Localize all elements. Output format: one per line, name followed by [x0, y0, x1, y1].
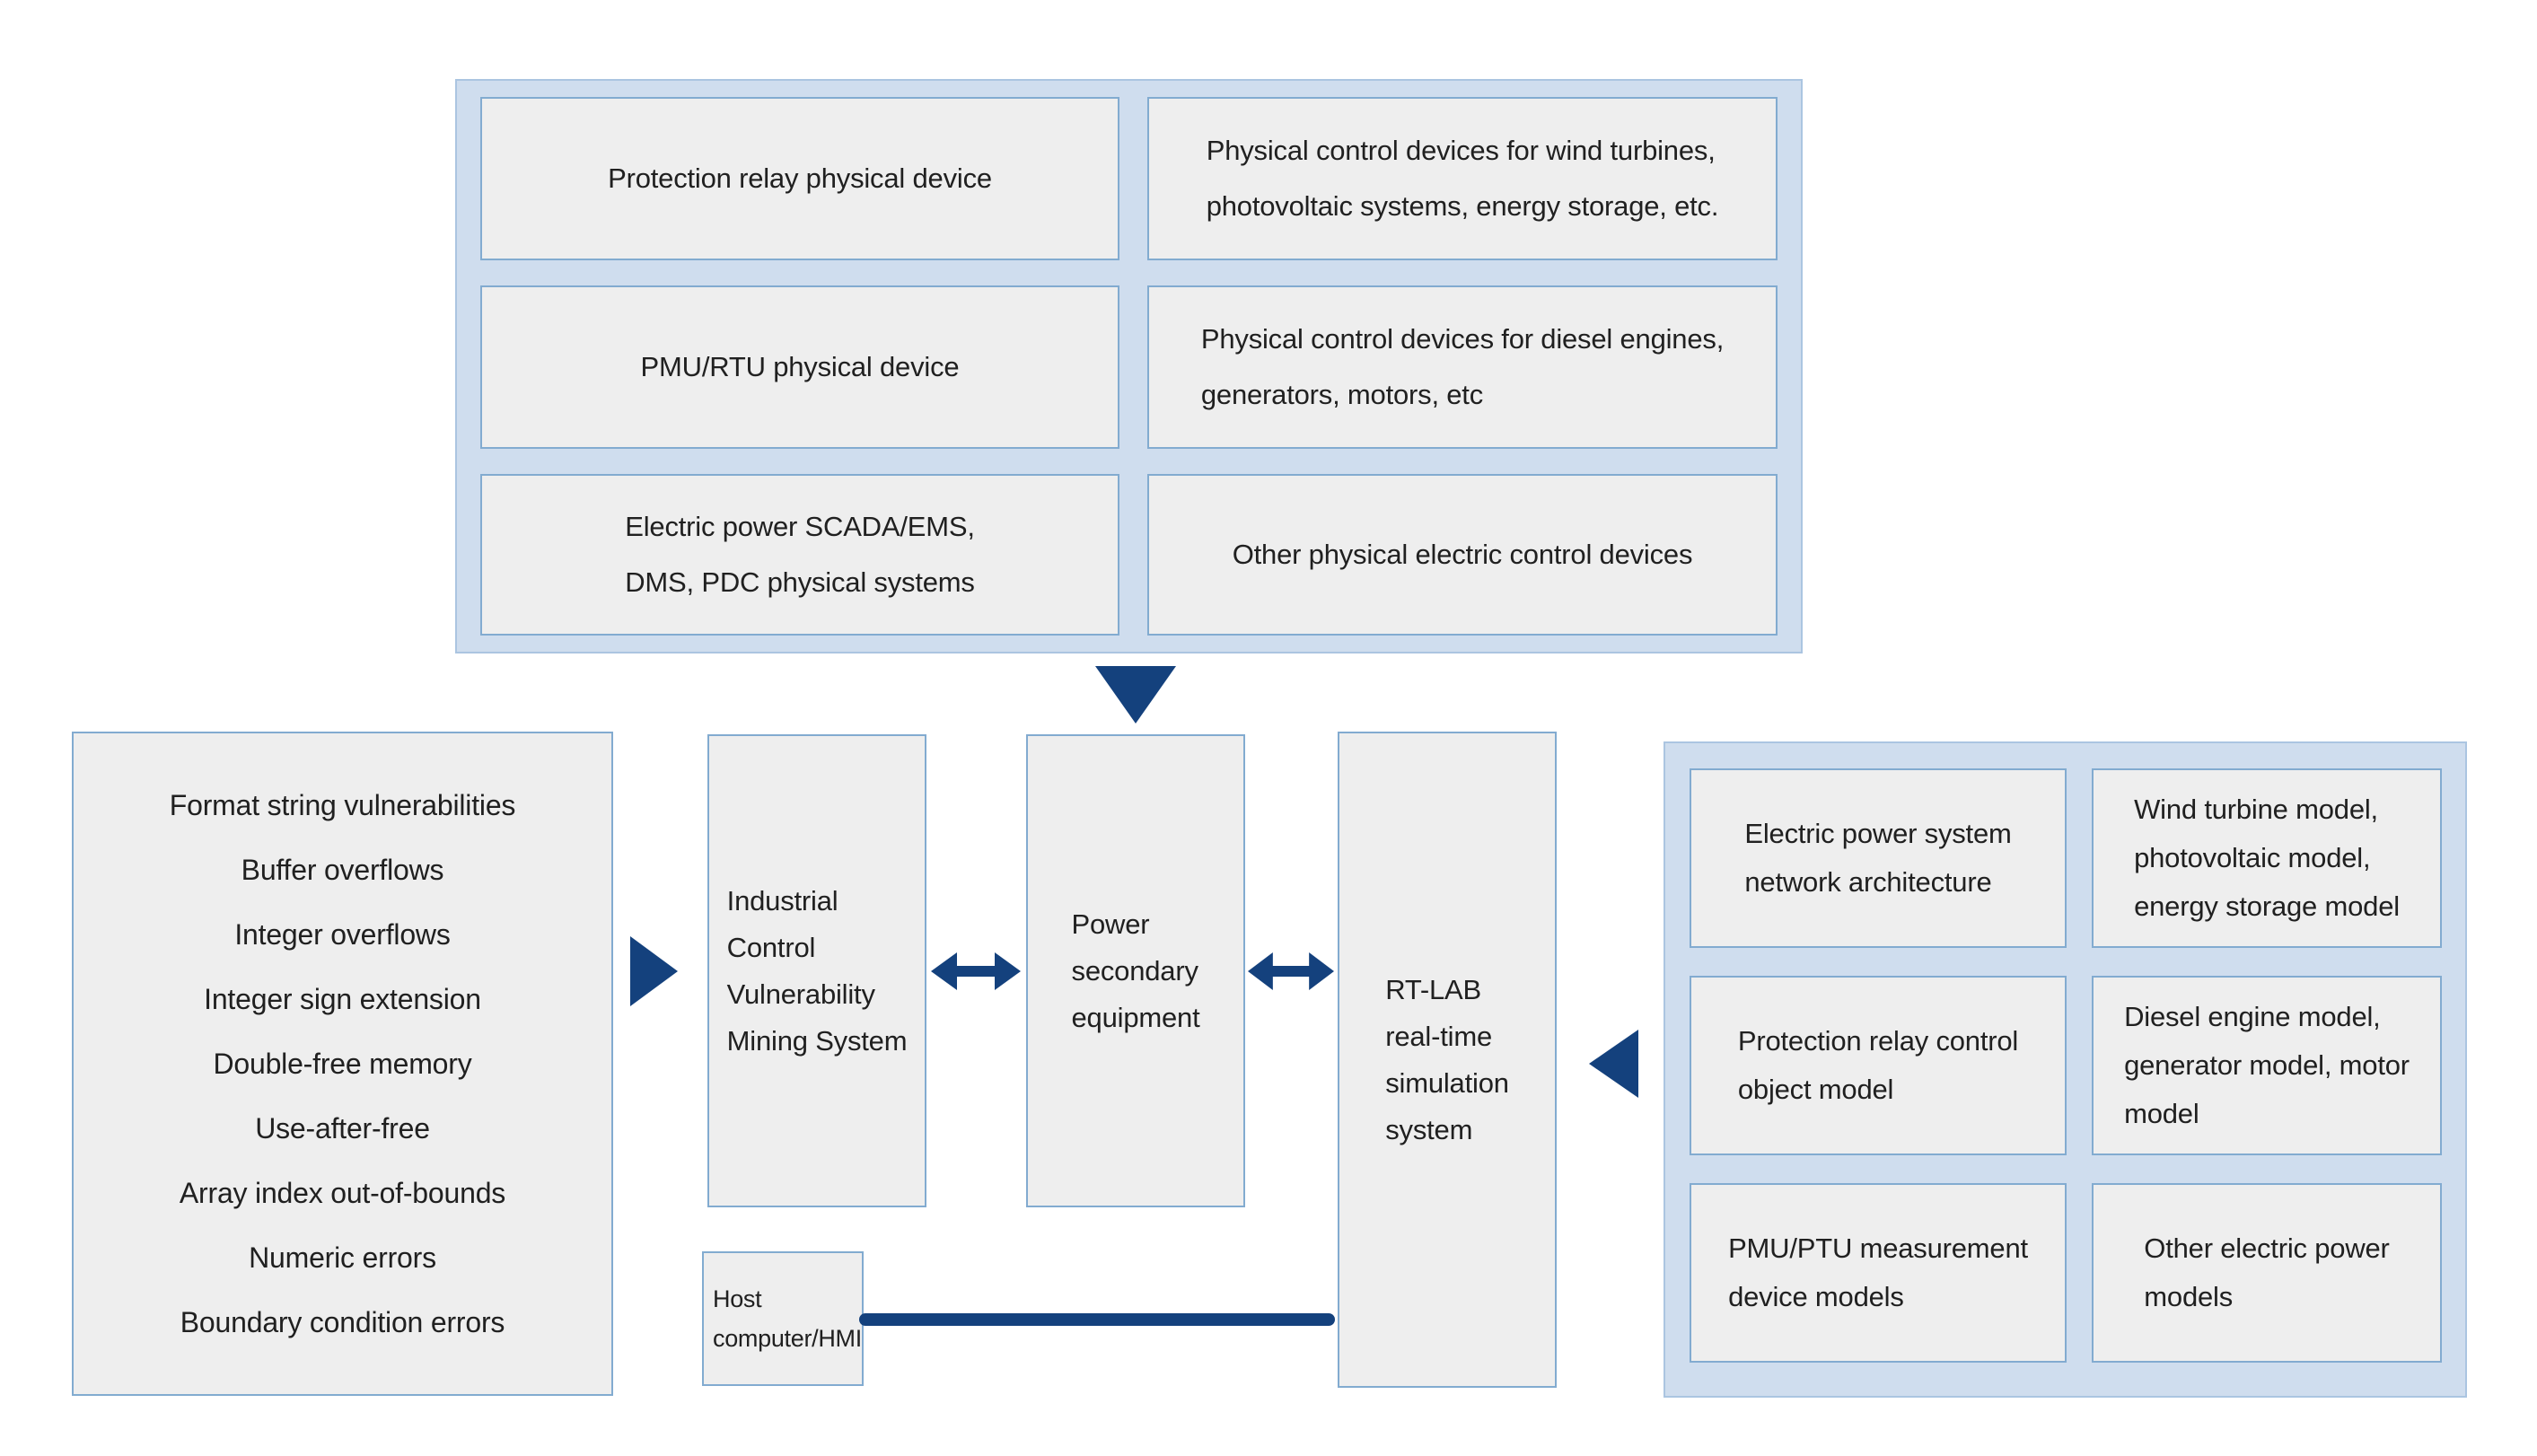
- right-arrow-icon: [630, 936, 678, 1006]
- other-models-box: [2092, 1183, 2442, 1363]
- other-models-label: Other electric power models: [2144, 1232, 2390, 1312]
- vulnerability-item: Buffer overflows: [241, 854, 444, 886]
- diesel-model-label: Diesel engine model, generator model, motor model: [2124, 1001, 2410, 1129]
- wind-turbine-devices-label: Physical control devices for wind turbines, photovoltaic systems, energy storage, etc.: [1206, 135, 1719, 222]
- wind-turbine-model-label: Wind turbine model, photovoltaic model, energy storage model: [2134, 794, 2400, 922]
- host-rtlab-connector-line: [859, 1313, 1335, 1326]
- other-devices-box: [1147, 474, 1778, 636]
- rtlab-label: RT-LAB real-time simulation system: [1385, 973, 1509, 1145]
- vulnerability-item: Integer sign extension: [204, 983, 481, 1015]
- vulnerability-item: Double-free memory: [213, 1048, 472, 1080]
- pmu-model-box: [1690, 1183, 2067, 1363]
- protection-relay-model-box: [1690, 976, 2067, 1155]
- diesel-devices-label: Physical control devices for diesel engines, generators, motors, etc: [1200, 323, 1725, 410]
- vulnerability-item: Integer overflows: [234, 918, 451, 951]
- vulnerability-item: Format string vulnerabilities: [169, 789, 516, 821]
- protection-relay-label: Protection relay physical device: [608, 162, 992, 194]
- diesel-model-box: [2092, 976, 2442, 1155]
- vulnerability-item: Numeric errors: [249, 1241, 436, 1274]
- protection-relay-model-label: Protection relay control object model: [1737, 1025, 2019, 1105]
- wind-turbine-model-box: [2092, 768, 2442, 948]
- pmu-rtu-label: PMU/RTU physical device: [640, 351, 960, 382]
- vulnerability-item: Boundary condition errors: [180, 1306, 505, 1338]
- rtlab-box: [1338, 732, 1557, 1388]
- left-arrow-icon: [1589, 1030, 1638, 1098]
- diesel-devices-box: [1147, 285, 1778, 449]
- double-arrow-icon: [931, 946, 1021, 996]
- mining-system-label: Industrial Control Vulnerability Mining System: [726, 884, 908, 1057]
- power-secondary-label: Power secondary equipment: [1071, 908, 1200, 1033]
- network-architecture-box: [1690, 768, 2067, 948]
- protection-relay-box: [480, 97, 1119, 260]
- vulnerability-list-panel: [72, 732, 613, 1396]
- vulnerability-item: Use-after-free: [255, 1112, 430, 1145]
- wind-turbine-devices-box: [1147, 97, 1778, 260]
- network-architecture-label: Electric power system network architecture: [1744, 818, 2012, 898]
- pmu-rtu-box: [480, 285, 1119, 449]
- host-computer-label: Host computer/HMI: [713, 1285, 862, 1352]
- power-secondary-box: [1026, 734, 1245, 1207]
- other-devices-label: Other physical electric control devices: [1232, 539, 1693, 570]
- double-arrow-icon: [1248, 946, 1334, 996]
- scada-label: Electric power SCADA/EMS, DMS, PDC physical systems: [625, 511, 975, 598]
- down-arrow-icon: [1095, 666, 1176, 724]
- pmu-model-label: PMU/PTU measurement device models: [1728, 1232, 2028, 1312]
- mining-system-box: [707, 734, 926, 1207]
- scada-box: [480, 474, 1119, 636]
- host-computer-box: [702, 1251, 864, 1386]
- vulnerability-item: Array index out-of-bounds: [179, 1177, 506, 1209]
